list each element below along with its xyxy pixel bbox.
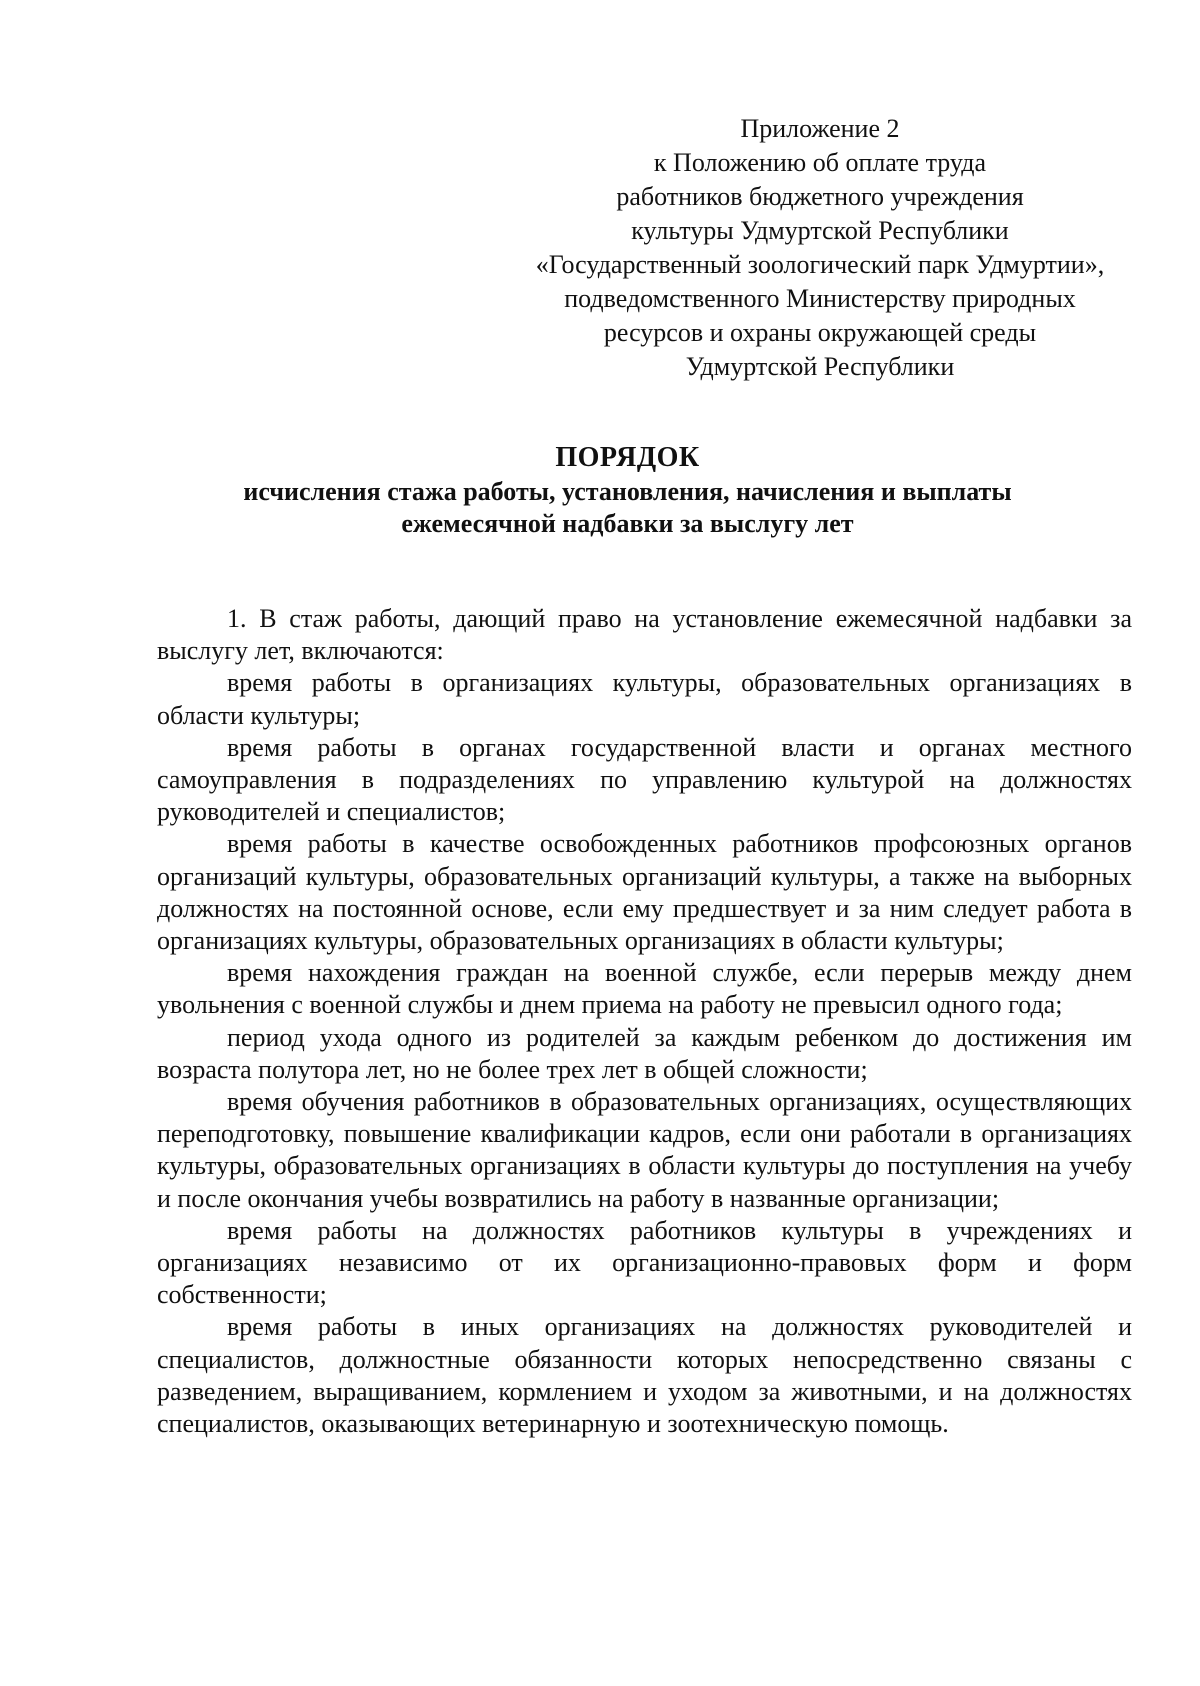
appendix-line: подведомственного Министерству природных	[564, 284, 1076, 313]
appendix-header	[500, 112, 1140, 384]
paragraph: период ухода одного из родителей за каждым ребенком до достижения им возраста полутора лет, но не более трех лет в общей сложности;	[157, 1022, 1132, 1084]
appendix-line: культуры Удмуртской Республики	[631, 216, 1009, 245]
appendix-line: ресурсов и охраны окружающей среды	[603, 318, 1037, 347]
paragraph: время нахождения граждан на военной службе, если перерыв между днем увольнения с военной службы и днем приема на работу не превысил одного года;	[157, 958, 1132, 1020]
paragraph: время работы на должностях работников культуры в учреждениях и организациях независимо от их организационно-правовых форм и форм собственности;	[157, 1215, 1132, 1310]
paragraph: время работы в организациях культуры, образовательных организациях в области культуры;	[157, 668, 1132, 730]
appendix-line: Удмуртской Республики	[685, 352, 955, 381]
appendix-line: к Положению об оплате труда	[653, 148, 987, 177]
paragraph: время обучения работников в образовательных организациях, осуществляющих переподготовку, повышение квалификации кадров, если они работали в организациях культуры, образовательных организациях в области культуры до поступления на учебу и после окончания учебы возвратились на работу в названные организации;	[157, 1087, 1132, 1213]
document-title-block	[140, 440, 1115, 540]
appendix-line: работников бюджетного учреждения	[616, 182, 1024, 211]
document-subtitle-line: ежемесячной надбавки за выслугу лет	[401, 509, 854, 538]
appendix-line: «Государственный зоологический парк Удмуртии»,	[535, 250, 1105, 279]
paragraph: время работы в качестве освобожденных работников профсоюзных органов организаций культуры, образовательных организаций культуры, а также на выборных должностях на постоянной основе, если ему предшествует и за ним следует работа в организациях культуры, образовательных организациях в области культуры;	[157, 829, 1132, 956]
paragraph: время работы в иных организациях на должностях руководителей и специалистов, должностные обязанности которых непосредственно связаны с разведением, выращиванием, кормлением и уходом за животными, и на должностях специалистов, оказывающих ветеринарную и зоотехническую помощь.	[157, 1312, 1132, 1439]
document-title: ПОРЯДОК	[555, 442, 700, 473]
document-subtitle-line: исчисления стажа работы, установления, начисления и выплаты	[243, 477, 1012, 506]
paragraph: 1. В стаж работы, дающий право на установление ежемесячной надбавки за выслугу лет, включаются:	[157, 604, 1132, 666]
appendix-line: Приложение 2	[740, 114, 900, 143]
paragraph: время работы в органах государственной власти и органах местного самоуправления в подразделениях по управлению культурой на должностях руководителей и специалистов;	[157, 732, 1132, 827]
document-body	[157, 603, 1132, 1440]
